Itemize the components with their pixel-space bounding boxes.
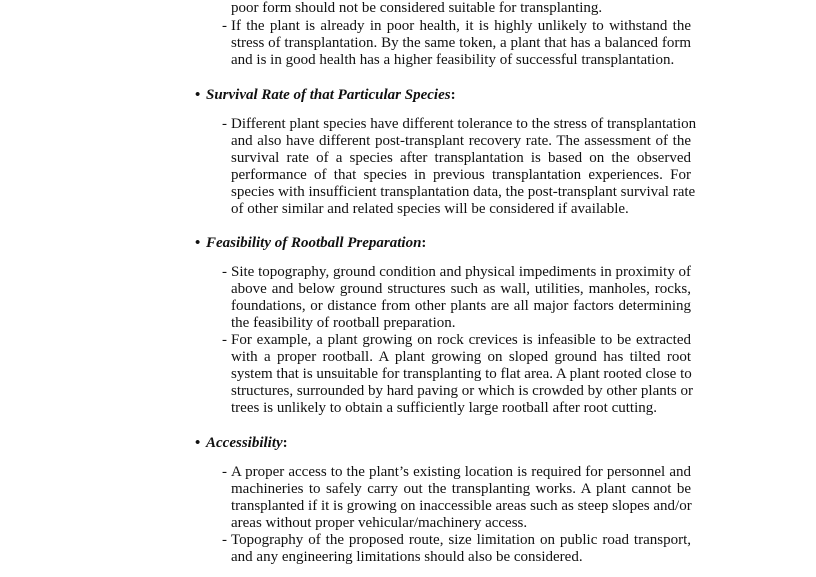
paragraph-line: stress of transplantation. By the same token, a plant that has a balanced form [231, 35, 691, 51]
paragraph-line: performance of that species in previous transplantation experiences. For [231, 167, 691, 183]
dash-marker: - [222, 332, 227, 348]
paragraph-line: If the plant is already in poor health, it is highly unlikely to withstand the [231, 18, 691, 34]
paragraph-line: trees is unlikely to obtain a sufficiently large rootball after root cutting. [231, 400, 657, 416]
paragraph-line: A proper access to the plant’s existing location is required for personnel and [231, 464, 691, 480]
dash-marker: - [222, 116, 227, 132]
section-heading [195, 435, 288, 452]
paragraph-line: areas without proper vehicular/machinery access. [231, 515, 528, 531]
heading-colon: : [421, 235, 427, 251]
paragraph-line: of other similar and related species will be considered if available. [231, 201, 629, 217]
dash-marker: - [222, 18, 227, 34]
paragraph-line: foundations, or distance from other plants are all major factors determining [231, 298, 691, 314]
heading-colon: : [282, 435, 288, 451]
paragraph-line: For example, a plant growing on rock crevices is infeasible to be extracted [231, 332, 691, 348]
dash-marker: - [222, 464, 227, 480]
bullet-icon: • [195, 235, 201, 251]
dash-marker: - [222, 264, 227, 280]
dash-marker: - [222, 532, 227, 548]
paragraph-line: transplanted if it is growing on inaccessible areas such as steep slopes and/or [231, 498, 692, 514]
paragraph-line: and is in good health has a higher feasibility of successful transplantation. [231, 52, 675, 68]
paragraph-line: structures, surrounded by hard paving or which is crowded by other plants or [231, 383, 693, 399]
heading-title: Feasibility of Rootball Preparation [206, 235, 422, 251]
paragraph-line: and any engineering limitations should also be considered. [231, 549, 583, 565]
paragraph-line: and also have different post-transplant recovery rate. The assessment of the [231, 133, 691, 149]
paragraph-line: Site topography, ground condition and physical impediments in proximity of [231, 264, 691, 280]
section-heading [195, 87, 456, 104]
paragraph-line: machineries to safely carry out the transplanting works. A plant cannot be [231, 481, 691, 497]
heading-colon: : [450, 87, 456, 103]
bullet-icon: • [195, 87, 201, 103]
heading-title: Survival Rate of that Particular Species [206, 87, 451, 103]
paragraph-line: species with insufficient transplantation data, the post-transplant survival rate [231, 184, 696, 200]
bullet-icon: • [195, 435, 201, 451]
paragraph-line: with a proper rootball. A plant growing on sloped ground has tilted root [231, 349, 691, 365]
paragraph-line: above and below ground structures such as wall, utilities, manholes, rocks, [231, 281, 691, 297]
paragraph-line: survival rate of a species after transplantation is based on the observed [231, 150, 691, 166]
paragraph-line: poor form should not be considered suitable for transplanting. [231, 0, 603, 16]
paragraph-line: the feasibility of rootball preparation. [231, 315, 456, 331]
paragraph-line: Different plant species have different tolerance to the stress of transplantation [231, 116, 697, 132]
heading-title: Accessibility [206, 435, 283, 451]
paragraph-line: system that is unsuitable for transplanting to flat area. A plant rooted close to [231, 366, 692, 382]
section-heading [195, 235, 426, 252]
paragraph-line: Topography of the proposed route, size limitation on public road transport, [231, 532, 691, 548]
